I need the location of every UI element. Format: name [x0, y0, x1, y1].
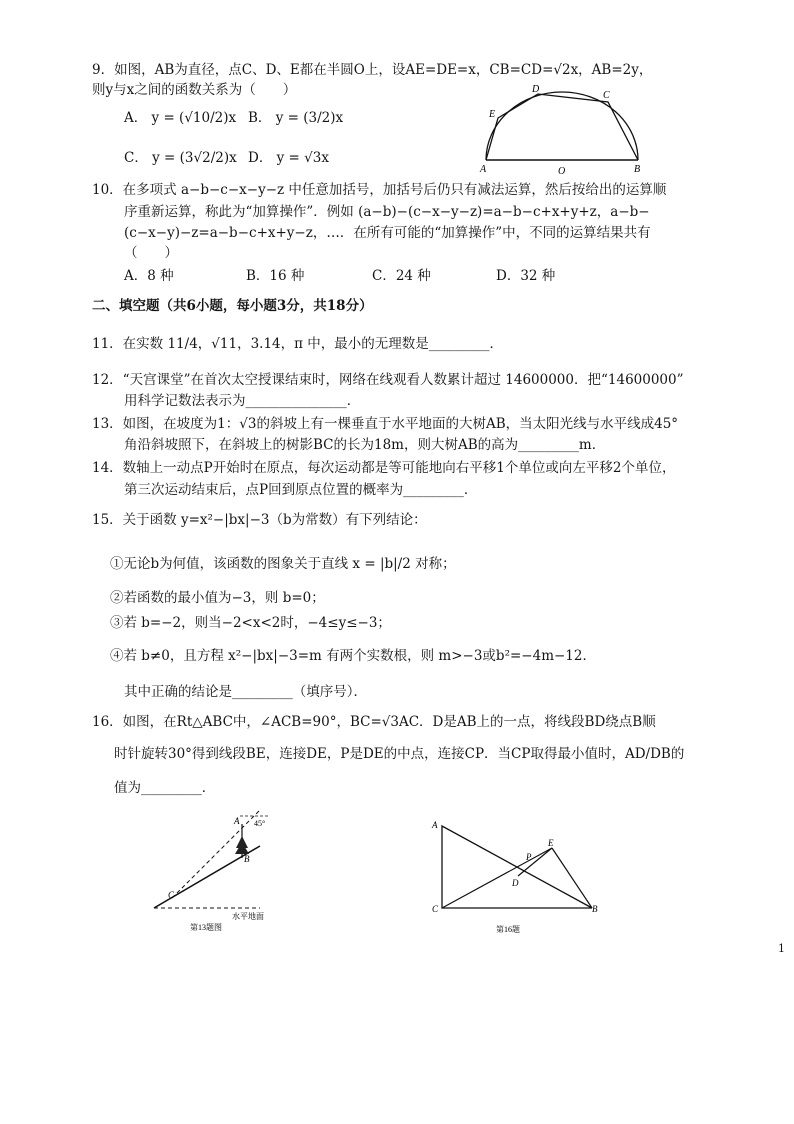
q9-semicircle-figure — [472, 84, 652, 176]
q14-line1: 14．数轴上一动点P开始时在原点，每次运动都是等可能地向右平移1个单位或向左平移2个单位， — [92, 460, 676, 476]
fig16-segment-de — [518, 848, 552, 876]
fig16-segment-be — [552, 848, 592, 908]
q9-option-c: C． y = (3√2/2)x — [124, 150, 237, 166]
q10-line2: 序重新运算，称此为“加算操作”．例如 (a−b)−(c−x−y−z)=a−b−c+x+y+z，a−b− — [124, 204, 650, 220]
q9-label-b: B — [634, 164, 641, 175]
q9-chords — [486, 94, 638, 160]
fig16-label-e: E — [548, 838, 554, 848]
q9-label-a: A — [480, 164, 487, 175]
q9-option-a: A． y = (√10/2)x — [124, 110, 237, 126]
fig13-slope-tree-figure — [148, 806, 308, 934]
q13-line1: 13．如图，在坡度为1：√3的斜坡上有一棵垂直于水平地面的大树AB，当太阳光线与水平线成45° — [92, 416, 679, 432]
q12-line1: 12．“天宫课堂”在首次太空授课结束时，网络在线观看人数累计超过 14600000．把“14600000” — [92, 372, 684, 388]
q10-option-d: D．32 种 — [496, 268, 556, 284]
fig16-label-a: A — [432, 820, 438, 830]
fig13-ground-label: 水平地面 — [232, 912, 264, 921]
q10-line4: （ ） — [124, 245, 178, 261]
fig13-tree-crown — [235, 836, 249, 854]
q15-conclusion-4: ④若 b≠0，且方程 x²−|bx|−3=m 有两个实数根，则 m>−3或b²=−4m−12． — [110, 648, 596, 664]
q15-answer-line: 其中正确的结论是_________（填序号）． — [124, 684, 367, 700]
q9-label-c: C — [603, 90, 610, 101]
fig13-caption: 第13题图 — [190, 923, 222, 932]
fig16-label-d: D — [512, 878, 519, 888]
q9-label-o: O — [558, 166, 566, 176]
q10-line3: (c−x−y)−z=a−b−c+x+y−z，…．在所有可能的“加算操作”中，不同的运算结果共有 — [124, 225, 651, 241]
q16-line3: 值为_________． — [114, 780, 216, 796]
q14-line2: 第三次运动结束后，点P回到原点位置的概率为_________． — [124, 482, 478, 498]
q16-line1: 16．如图，在Rt△ABC中，∠ACB=90°，BC=√3AC．D是AB上的一点，将线段BD绕点B顺 — [92, 714, 656, 730]
q9-option-b: B． y = (3/2)x — [248, 110, 344, 126]
q15-intro: 15．关于函数 y=x²−|bx|−3（b为常数）有下列结论： — [92, 512, 427, 528]
q9-label-d: D — [532, 84, 540, 95]
q13-line2: 角沿斜坡照下，在斜坡上的树影BC的长为18m，则大树AB的高为_________m． — [124, 437, 606, 453]
q16-line2: 时针旋转30°得到线段BE，连接DE，P是DE的中点，连接CP．当CP取得最小值时，AD/DB的 — [114, 746, 685, 762]
fig16-label-p: P — [526, 852, 532, 862]
q15-conclusion-2: ②若函数的最小值为−3，则 b=0； — [110, 590, 325, 606]
q11-text: 11．在实数 11/4，√11，3.14，π 中，最小的无理数是_________． — [92, 336, 504, 352]
section-2-heading: 二、填空题（共6小题，每小题3分，共18分） — [92, 298, 373, 314]
fig13-label-a: A — [234, 816, 240, 826]
q10-option-a: A．8 种 — [124, 268, 174, 284]
fig13-angle-label: 45° — [254, 819, 266, 828]
fig16-caption: 第16题 — [496, 925, 520, 934]
fig16-label-b: B — [592, 904, 598, 914]
fig16-label-c: C — [432, 904, 439, 914]
q10-option-b: B．16 种 — [246, 268, 305, 284]
q10-line1: 10．在多项式 a−b−c−x−y−z 中任意加括号，加括号后仍只有减法运算，然后按给出的运算顺 — [92, 182, 667, 198]
q9-line1: 9．如图，AB为直径，点C、D、E都在半圆O上，设AE=DE=x，CB=CD=√2x，AB=2y， — [92, 62, 653, 78]
q9-semicircle-arc — [486, 92, 638, 160]
q9-line2: 则y与x之间的函数关系为（ ） — [92, 82, 297, 98]
fig13-label-b: B — [244, 854, 250, 864]
q12-line2: 用科学记数法表示为_______________． — [124, 393, 361, 409]
fig13-label-c: C — [168, 890, 175, 900]
fig16-segment-ce — [442, 848, 552, 908]
q9-option-d: D． y = √3x — [248, 150, 329, 166]
fig16-triangle-figure — [426, 814, 602, 938]
q9-label-e: E — [489, 109, 496, 120]
q15-conclusion-1: ①无论b为何值，该函数的图象关于直线 x = |b|/2 对称； — [110, 556, 456, 572]
q15-conclusion-3: ③若 b=−2，则当−2<x<2时，−4≤y≤−3； — [110, 615, 391, 631]
page-number: 1 — [778, 942, 785, 955]
q10-option-c: C．24 种 — [372, 268, 431, 284]
